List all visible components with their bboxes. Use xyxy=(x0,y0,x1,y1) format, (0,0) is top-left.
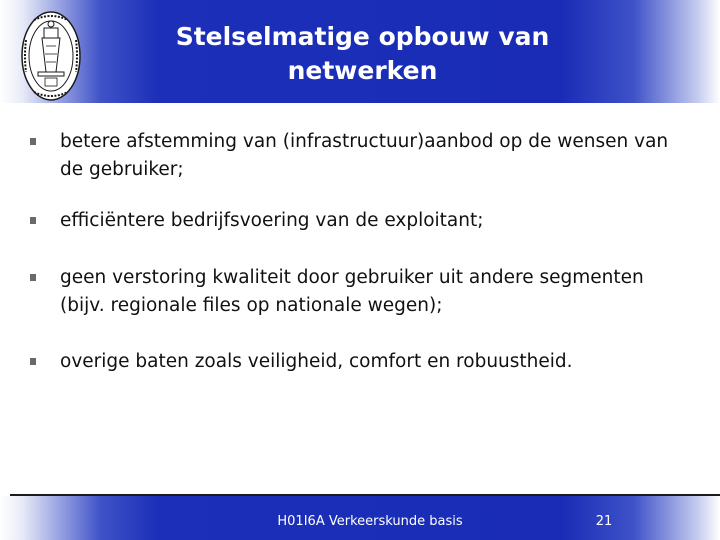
square-bullet-icon xyxy=(30,358,36,365)
square-bullet-icon xyxy=(30,217,36,224)
square-bullet-icon xyxy=(30,274,36,281)
bullet-text: overige baten zoals veiligheid, comfort en robuustheid. xyxy=(60,351,573,372)
bullet-text: efficiëntere bedrijfsvoering van de exploitant; xyxy=(60,210,484,231)
page-number: 21 xyxy=(595,514,613,529)
square-bullet-icon xyxy=(30,138,36,145)
footer-course-label: H01I6A Verkeerskunde basis xyxy=(277,514,463,529)
university-seal-logo xyxy=(20,10,82,102)
bullet-text: betere afstemming van (infrastructuur)aanbod op de wensen van de gebruiker; xyxy=(60,131,669,180)
slide-title: Stelselmatige opbouw van netwerken xyxy=(175,22,550,85)
bullet-text: geen verstoring kwaliteit door gebruiker uit andere segmenten (bijv. regionale files op nationale wegen); xyxy=(60,267,644,316)
